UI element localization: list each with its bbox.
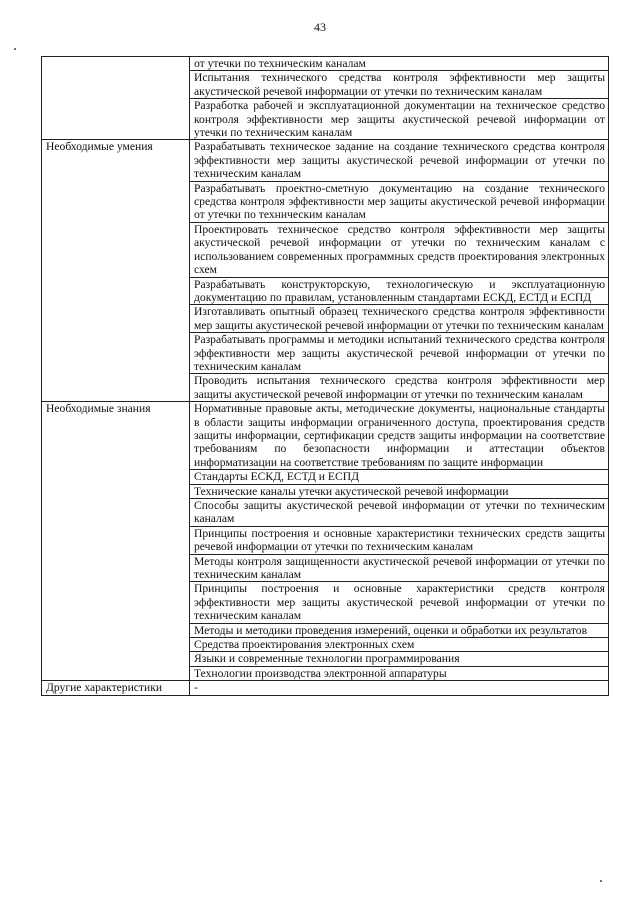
description-cell: Разрабатывать техническое задание на создание технического средства контроля эффективности мер защиты акустической речевой информации от утечки по техническим каналам [190, 140, 609, 181]
category-cell [42, 57, 190, 140]
description-cell: Разрабатывать программы и методики испытаний технического средства контроля эффективности мер защиты акустической речевой информации от утечки по техническим каналам [190, 333, 609, 374]
description-cell: Разработка рабочей и эксплуатационной документации на техническое средство контроля эффективности мер защиты акустической речевой информации от утечки по техническим каналам [190, 99, 609, 140]
description-cell: Технологии производства электронной аппаратуры [190, 666, 609, 680]
category-cell-knowledge: Необходимые знания [42, 402, 190, 681]
table-row [42, 140, 609, 181]
description-cell: - [190, 681, 609, 695]
category-cell-skills: Необходимые умения [42, 140, 190, 402]
competency-table [41, 56, 609, 696]
description-cell: Принципы построения и основные характеристики средств контроля эффективности мер защиты акустической речевой информации от утечки по техническим каналам [190, 582, 609, 623]
scan-speck [600, 880, 602, 882]
description-cell: Средства проектирования электронных схем [190, 638, 609, 652]
description-cell: Методы и методики проведения измерений, оценки и обработки их результатов [190, 623, 609, 637]
table-row [42, 57, 609, 71]
table-row [42, 681, 609, 695]
table-row [42, 402, 609, 470]
description-cell: Стандарты ЕСКД, ЕСТД и ЕСПД [190, 470, 609, 484]
description-cell: Проектировать техническое средство контроля эффективности мер защиты акустической речевой информации от утечки по техническим каналам с использованием современных программных средств проектирования электронных схем [190, 222, 609, 277]
scan-speck [14, 48, 16, 50]
description-cell: Методы контроля защищенности акустической речевой информации от утечки по техническим каналам [190, 554, 609, 582]
description-cell: от утечки по техническим каналам [190, 57, 609, 71]
description-cell: Технические каналы утечки акустической речевой информации [190, 484, 609, 498]
description-cell: Проводить испытания технического средства контроля эффективности мер защиты акустической речевой информации от утечки по техническим каналам [190, 374, 609, 402]
description-cell: Способы защиты акустической речевой информации от утечки по техническим каналам [190, 499, 609, 527]
description-cell: Разрабатывать конструкторскую, технологическую и эксплуатационную документацию по правилам, установленным стандартами ЕСКД, ЕСТД и ЕСПД [190, 277, 609, 305]
description-cell: Языки и современные технологии программирования [190, 652, 609, 666]
description-cell: Изготавливать опытный образец технического средства контроля эффективности мер защиты акустической речевой информации от утечки по техническим каналам [190, 305, 609, 333]
description-cell: Испытания технического средства контроля эффективности мер защиты акустической речевой информации от утечки по техническим каналам [190, 71, 609, 99]
description-cell: Нормативные правовые акты, методические документы, национальные стандарты в области защиты информации ограниченного доступа, проектирования средств защиты информации, сертификации средств защиты информации на соответствие требованиям по безопасности информации и аттестации объектов информатизации на соответствие требованиям по защите информации [190, 402, 609, 470]
page-number: 43 [314, 20, 326, 34]
category-cell-other: Другие характеристики [42, 681, 190, 695]
description-cell: Принципы построения и основные характеристики технических средств защиты речевой информации от утечки по техническим каналам [190, 526, 609, 554]
description-cell: Разрабатывать проектно-сметную документацию на создание технического средства контроля эффективности мер защиты акустической речевой информации от утечки по техническим каналам [190, 181, 609, 222]
